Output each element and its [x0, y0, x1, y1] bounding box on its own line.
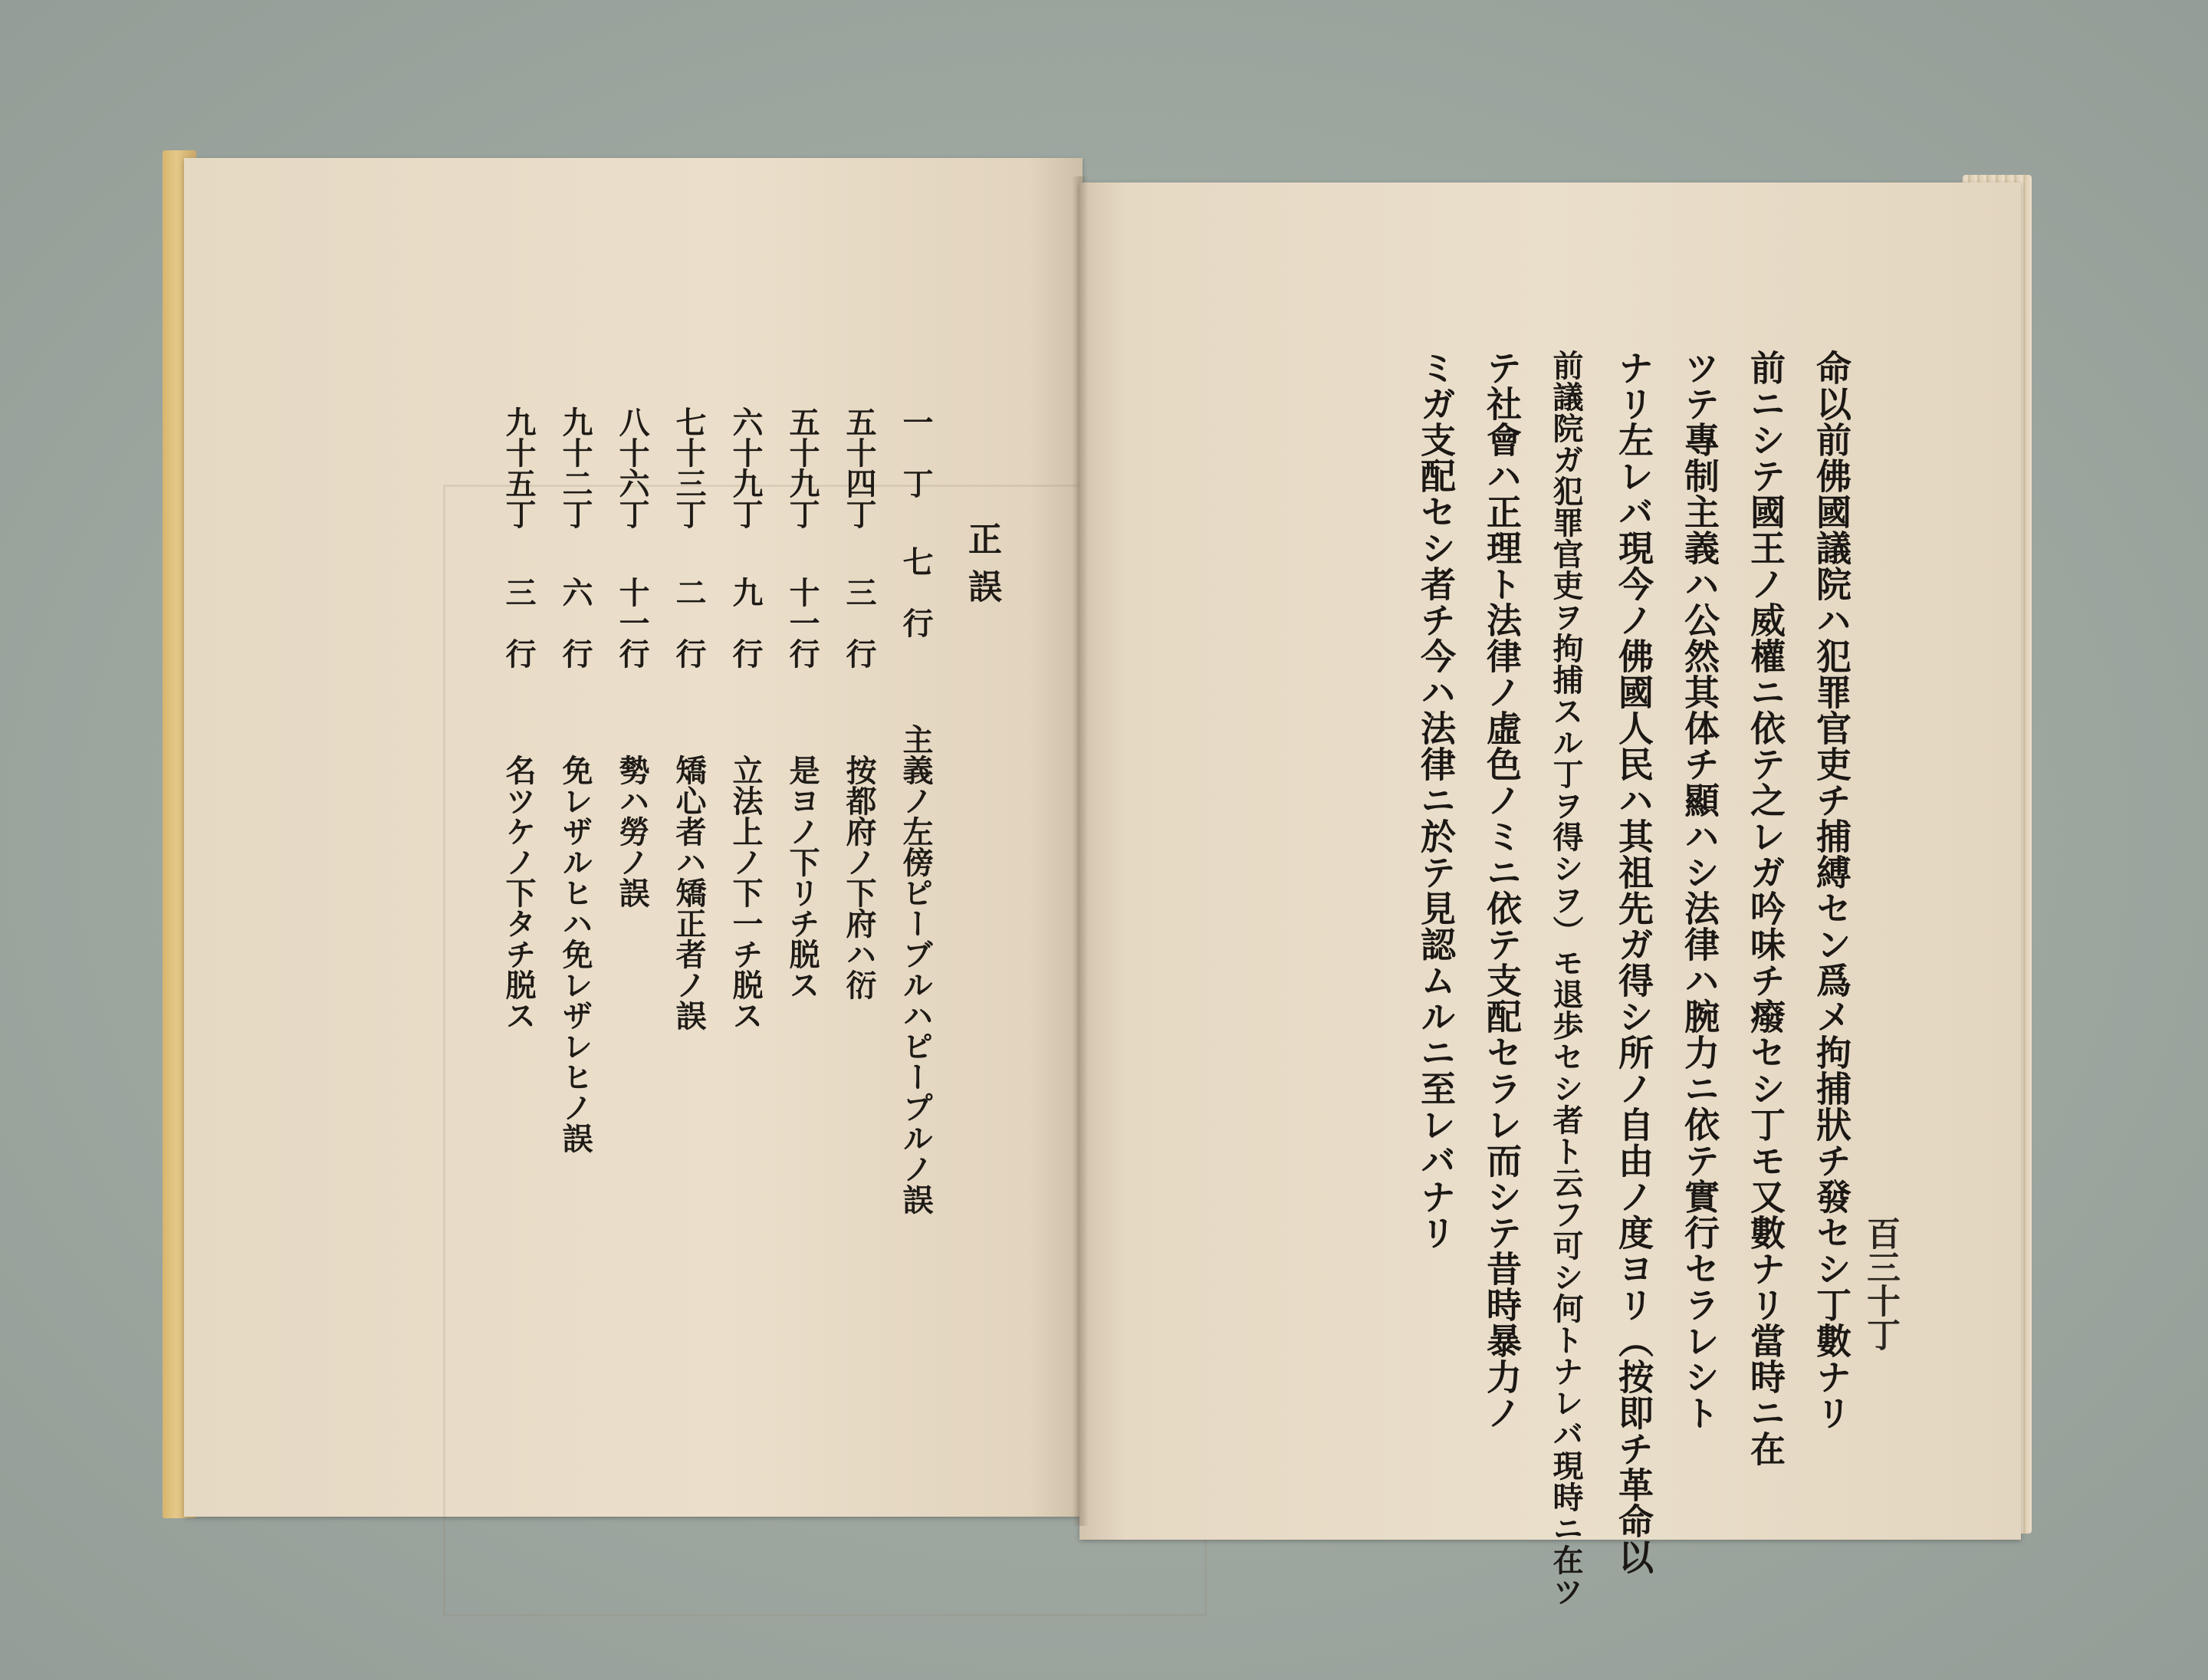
book-gutter — [1072, 176, 1089, 1526]
body-column-4: ナリ左レバ現今ノ佛國人民ハ其祖先ガ得シ所ノ自由ノ度ヨリ（按即チ革命以 — [1613, 350, 1654, 1575]
body-column-6: テ社會ハ正理ト法律ノ虛色ノミニ依テ支配セラレ而シテ昔時暴力ノ — [1481, 350, 1523, 1431]
body-column-5: 前議院ガ犯罪官吏ヲ拘捕スル丁ヲ得シヲ）モ退歩セシ者ト云フ可シ何トナレバ現時ニ在ツ — [1548, 350, 1584, 1607]
errata-page: 六十九丁 — [728, 406, 764, 529]
errata-line: 九 行 — [728, 577, 764, 669]
errata-entry-2 — [841, 406, 877, 1000]
errata-text: 矯心者ハ矯正者ノ誤 — [671, 755, 707, 1031]
errata-line: 十一行 — [784, 577, 820, 669]
errata-page: 八十六丁 — [614, 406, 650, 529]
body-column-1: 命以前佛國議院ハ犯罪官吏チ捕縛セン爲メ拘捕狀チ發セシ丁數ナリ — [1811, 350, 1852, 1431]
body-column-2: 前ニシテ國王ノ威權ニ依テ之レガ吟味チ癈セシ丁モ又數ナリ當時ニ在 — [1745, 350, 1786, 1467]
errata-entry-1 — [898, 406, 934, 1215]
errata-line: 二 行 — [671, 577, 707, 669]
errata-page: 九十二丁 — [557, 406, 593, 529]
errata-page: 九十五丁 — [501, 406, 537, 529]
errata-entry-6 — [614, 406, 650, 908]
errata-page: 七十三丁 — [671, 406, 707, 529]
errata-line: 七 行 — [898, 546, 934, 638]
errata-entry-3 — [784, 406, 820, 1000]
errata-text: 立法上ノ下一チ脱ス — [728, 755, 764, 1031]
errata-line: 三 行 — [841, 577, 877, 669]
errata-text: 免レザルヒハ免レザレヒノ誤 — [557, 755, 593, 1153]
errata-entry-5 — [671, 406, 707, 1031]
folio-page-number: 百三十丁 — [1861, 1216, 1900, 1351]
errata-line: 六 行 — [557, 577, 593, 669]
errata-page: 五十四丁 — [841, 406, 877, 529]
errata-page: 一 丁 — [898, 406, 934, 498]
errata-text: 勢ハ勞ノ誤 — [614, 755, 650, 908]
body-column-3: ツテ專制主義ハ公然其体チ顯ハシ法律ハ腕力ニ依テ實行セラレシト — [1679, 350, 1720, 1431]
show-through-text — [1181, 859, 1216, 894]
errata-text: 名ツケノ下タチ脱ス — [501, 755, 537, 1031]
errata-line: 三 行 — [501, 577, 537, 669]
body-column-7: ミガ支配セシ者チ今ハ法律ニ於テ見認ムルニ至レバナリ — [1415, 350, 1457, 1251]
errata-entry-8 — [501, 406, 537, 1031]
errata-line: 十一行 — [614, 577, 650, 669]
errata-entry-4 — [728, 406, 764, 1031]
errata-title: 正誤 — [962, 521, 1001, 616]
errata-entry-7 — [557, 406, 593, 1153]
errata-text: 是ヨノ下リチ脱ス — [784, 755, 820, 1000]
errata-page: 五十九丁 — [784, 406, 820, 529]
errata-text: 主義ノ左傍ピーブルハピープルノ誤 — [898, 724, 934, 1215]
errata-text: 按都府ノ下府ハ衍 — [841, 755, 877, 1000]
